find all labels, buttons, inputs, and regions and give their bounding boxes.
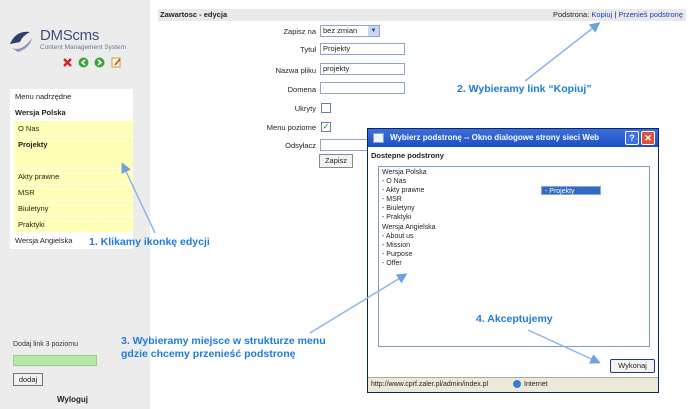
- subpage-option[interactable]: - Praktyki: [382, 214, 412, 222]
- subpage-option[interactable]: - MSR: [382, 196, 402, 204]
- save-to-label: Zapisz na: [283, 27, 316, 36]
- link-separator: |: [614, 10, 617, 19]
- dialog-titlebar[interactable]: [368, 129, 658, 147]
- horizontal-menu-checkbox[interactable]: ✓: [322, 122, 330, 131]
- logout-link[interactable]: Wyloguj: [57, 395, 88, 404]
- projects-actions: [62, 57, 125, 71]
- delete-icon[interactable]: [62, 57, 73, 68]
- filename-label: Nazwa pliku: [275, 66, 316, 75]
- save-to-value: bez zmian: [323, 26, 358, 35]
- execute-button[interactable]: Wykonaj: [610, 359, 655, 373]
- subpage-links: [553, 10, 683, 19]
- move-down-icon[interactable]: [94, 57, 105, 68]
- domain-label: Domena: [287, 85, 316, 94]
- hidden-checkbox[interactable]: [321, 103, 331, 113]
- add-level3-box: [13, 341, 103, 386]
- domain-input[interactable]: [320, 82, 405, 94]
- annotation-step3-line2: gdzie chcemy przenieść podstronę: [121, 348, 296, 360]
- hidden-label: Ukryty: [294, 104, 316, 113]
- subpage-option[interactable]: - About us: [382, 232, 414, 240]
- menu-item-polish[interactable]: Wersja Polska: [10, 105, 133, 121]
- add-level3-label: Dodaj link 3 poziomu: [13, 341, 78, 348]
- menu-item-practices[interactable]: Praktyki: [14, 217, 133, 233]
- choose-subpage-dialog: [367, 128, 659, 393]
- title-input[interactable]: Projekty: [320, 43, 405, 55]
- menu-item-msr[interactable]: MSR: [14, 185, 133, 201]
- edit-icon[interactable]: [111, 57, 122, 68]
- add-button[interactable]: dodaj: [13, 373, 43, 386]
- move-up-icon[interactable]: [78, 57, 89, 68]
- logo-name: DMScms: [40, 27, 100, 44]
- logo: [8, 26, 148, 56]
- subpage-option[interactable]: - Projekty: [541, 186, 601, 195]
- subpage-option[interactable]: - Akty prawne: [382, 187, 425, 195]
- menu-item-parent[interactable]: Menu nadrzędne: [10, 89, 133, 105]
- status-zone-label: Internet: [524, 381, 548, 388]
- annotation-step1: 1. Klikamy ikonkę edycji: [89, 236, 210, 248]
- subpage-option[interactable]: - Mission: [382, 241, 411, 249]
- move-subpage-link[interactable]: Przenieś podstronę: [618, 10, 683, 19]
- filename-input[interactable]: projekty: [320, 63, 405, 75]
- add-level3-input[interactable]: [13, 355, 97, 366]
- save-to-select[interactable]: [320, 25, 380, 37]
- logo-tagline: Content Management System: [40, 44, 126, 51]
- annotation-step2: 2. Wybieramy link “Kopiuj”: [457, 83, 592, 95]
- menu-item-bulletins[interactable]: Biuletyny: [14, 201, 133, 217]
- page-title: Zawartosc - edycja: [160, 10, 228, 19]
- status-url: http://www.cprf.zaler.pl/admin/index.pl: [371, 381, 489, 388]
- link-label: Odsyłacz: [285, 141, 316, 150]
- menu-item-english[interactable]: Wersja Angielska: [10, 233, 133, 249]
- annotation-step3-line1: 3. Wybieramy miejsce w strukturze menu: [121, 335, 326, 347]
- menu-item-legal[interactable]: Akty prawne: [14, 169, 133, 185]
- subpage-option[interactable]: - Offer: [382, 259, 402, 267]
- content-header: [158, 9, 686, 21]
- close-button[interactable]: ✕: [641, 131, 655, 145]
- subpage-option[interactable]: - Biuletyny: [382, 205, 415, 213]
- menu-item-projects[interactable]: Projekty: [14, 137, 133, 169]
- chevron-down-icon: ▼: [368, 26, 379, 36]
- status-zone: [513, 378, 548, 392]
- window-icon: [373, 133, 384, 143]
- subpage-option[interactable]: - Purpose: [382, 250, 413, 258]
- help-button[interactable]: ?: [625, 131, 639, 145]
- dialog-body: [368, 147, 658, 377]
- dialog-title: Wybierz podstronę -- Okno dialogowe strony sieci Web: [390, 133, 600, 142]
- annotation-step4: 4. Akceptujemy: [476, 313, 553, 325]
- status-bar: [368, 377, 658, 392]
- subpage-option[interactable]: - O Nas: [382, 178, 407, 186]
- copy-link[interactable]: Kopiuj: [591, 10, 613, 19]
- dialog-caption: Dostepne podstrony: [371, 151, 444, 160]
- globe-icon: [513, 380, 521, 388]
- subpage-prefix: Podstrona:: [553, 10, 590, 19]
- save-button[interactable]: Zapisz: [319, 154, 353, 168]
- horizontal-menu-label: Menu poziome: [266, 123, 316, 132]
- menu-tree: [10, 89, 133, 249]
- subpage-option[interactable]: Wersja Angielska: [382, 223, 436, 231]
- subpage-option[interactable]: Wersja Polska: [382, 169, 427, 176]
- title-label: Tytuł: [300, 45, 316, 54]
- logo-mark-icon: [8, 28, 36, 54]
- menu-item-about[interactable]: O Nas: [14, 121, 133, 137]
